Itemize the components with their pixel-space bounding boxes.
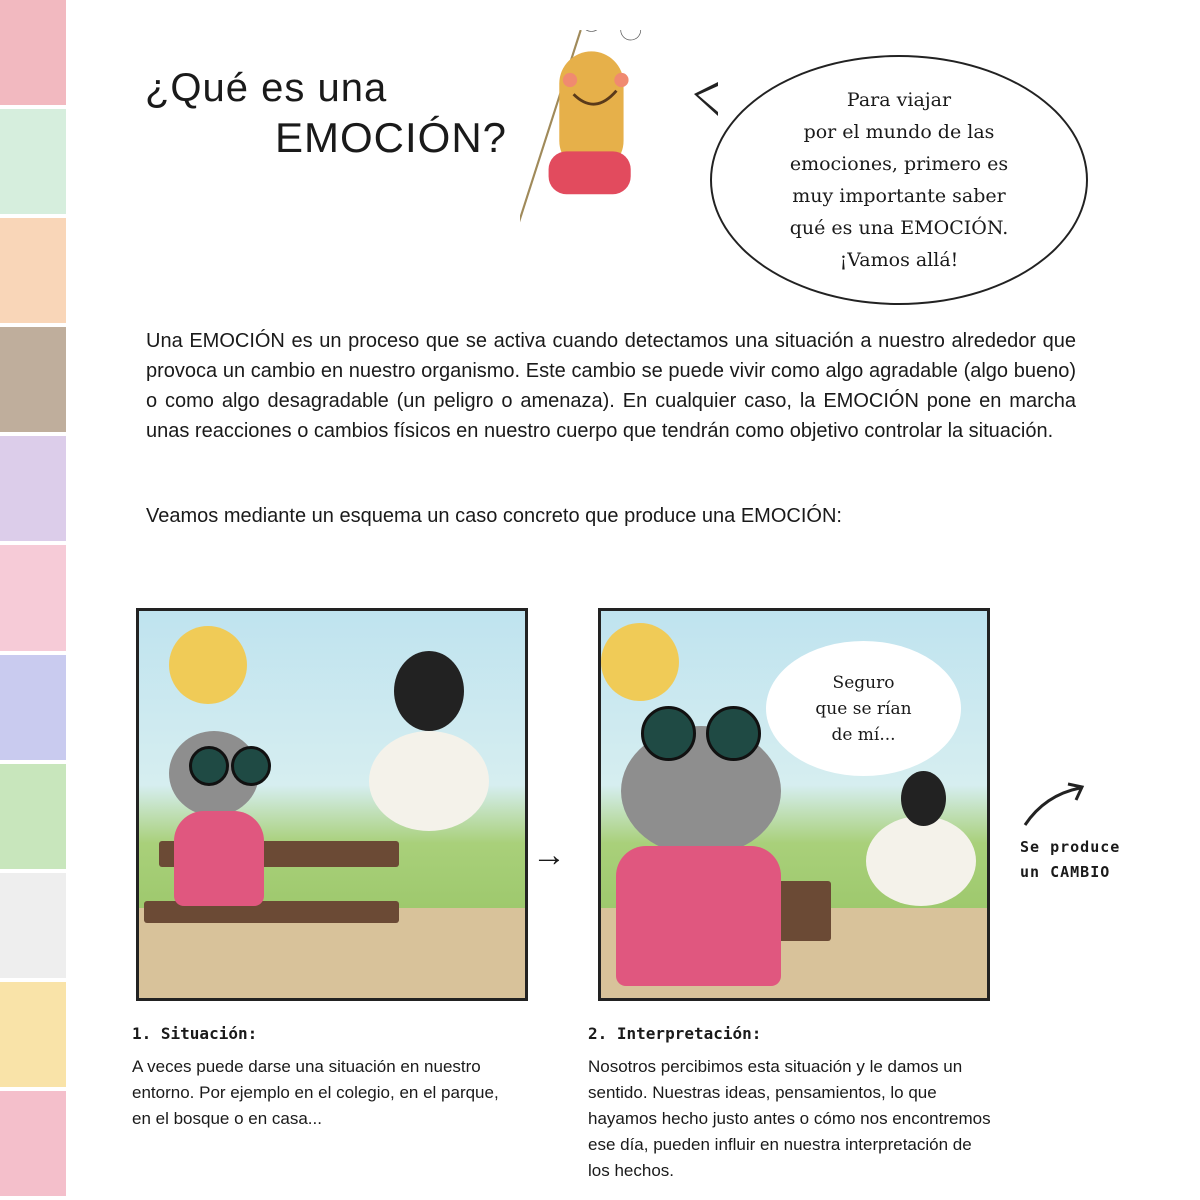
color-swatch: [0, 327, 66, 436]
color-swatch: [0, 109, 66, 218]
bubble-line: de mí...: [831, 724, 896, 745]
bubble-line: emociones, primero es: [789, 153, 1009, 175]
color-strip: [0, 0, 66, 1200]
step-1-text: A veces puede darse una situación en nuestro entorno. Por ejemplo en el colegio, en el parque, en el bosque o en casa...: [132, 1057, 499, 1128]
step-1-title: 1. Situación:: [132, 1024, 258, 1043]
title-line-2: EMOCIÓN?: [275, 114, 508, 161]
sheep-head: [901, 771, 946, 826]
bubble-line: ¡Vamos allá!: [839, 249, 959, 271]
step-2-text: Nosotros percibimos esta situación y le damos un sentido. Nuestras ideas, pensamientos, lo que hayamos hecho justo antes o cómo nos encontremos ese día, pueden influir en nuestra interpretación de los hechos.: [588, 1057, 991, 1180]
interpretation-illustration: [598, 608, 990, 1001]
change-label: [1020, 835, 1120, 885]
worm-character-illustration: [520, 30, 670, 230]
arrow-right-icon: →: [532, 836, 566, 874]
koala-shirt: [174, 811, 264, 906]
color-swatch: [0, 764, 66, 873]
sun: [601, 623, 679, 701]
situation-illustration: [136, 608, 528, 1001]
bubble-line: que se rían: [815, 698, 912, 719]
thought-bubble: [766, 641, 961, 776]
koala-glasses: [641, 706, 696, 761]
color-swatch: [0, 436, 66, 545]
color-swatch: [0, 0, 66, 109]
bubble-line: qué es una EMOCIÓN.: [789, 217, 1009, 239]
curved-arrow-icon: [1020, 780, 1090, 830]
koala-glasses: [189, 746, 229, 786]
bubble-line: por el mundo de las: [803, 121, 995, 143]
koala-glasses: [706, 706, 761, 761]
color-swatch: [0, 655, 66, 764]
bubble-line: muy importante saber: [792, 185, 1006, 207]
color-swatch: [0, 545, 66, 654]
color-swatch: [0, 873, 66, 982]
title-line-1: ¿Qué es una: [145, 66, 388, 110]
color-swatch: [0, 218, 66, 327]
sheep: [369, 731, 489, 831]
koala-shirt: [616, 846, 781, 986]
sheep-head: [394, 651, 464, 731]
color-swatch: [0, 982, 66, 1091]
intro-paragraph: Una EMOCIÓN es un proceso que se activa cuando detectamos una situación a nuestro alrededor que provoca un cambio en nuestro organismo. Este cambio se puede vivir como algo agradable (algo bueno) o como algo desagradable (un peligro o amenaza). En cualquier caso, la EMOCIÓN pone en marcha unas reacciones o cambios físicos en nuestro cuerpo que tendrán como objetivo controlar la situación.: [146, 330, 1076, 442]
koala-glasses: [231, 746, 271, 786]
change-line-1: Se produce: [1020, 838, 1121, 856]
bubble-line: Seguro: [832, 672, 895, 693]
sheep: [866, 816, 976, 906]
bubble-line: Para viajar: [846, 89, 952, 111]
color-swatch: [0, 1091, 66, 1200]
speech-bubble: [710, 55, 1088, 305]
change-line-2: un CAMBIO: [1020, 863, 1111, 881]
sun: [169, 626, 247, 704]
step-2-title: 2. Interpretación:: [588, 1024, 762, 1043]
speech-bubble-tail-fill: [698, 86, 718, 112]
intro-lead: Veamos mediante un esquema un caso concreto que produce una EMOCIÓN:: [146, 505, 842, 527]
